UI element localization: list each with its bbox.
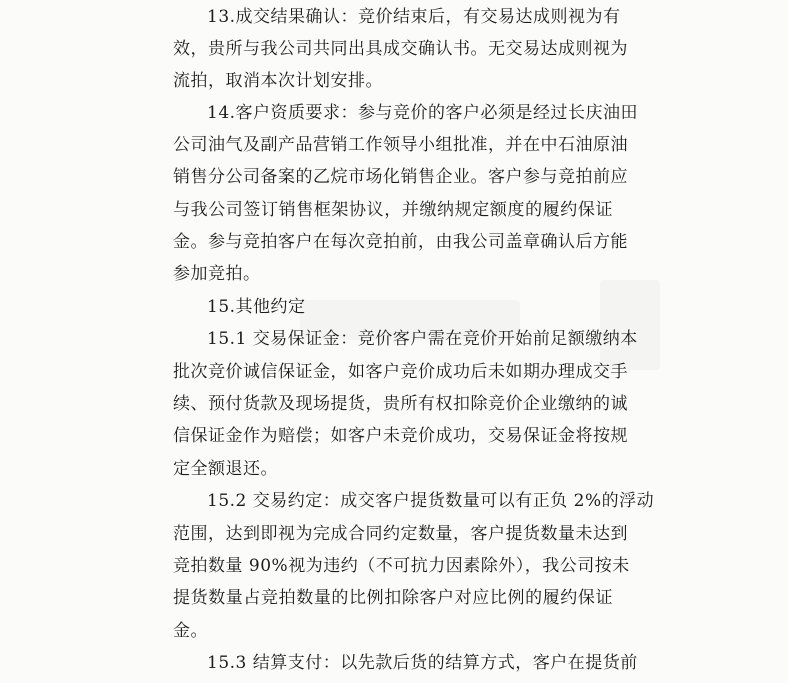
text-line: 15.2 交易约定：成交客户提货数量可以有正负 2%的浮动 [207, 491, 655, 511]
text-line: 13.成交结果确认：竞价结束后，有交易达成则视为有 [207, 7, 621, 27]
text-line: 竞拍数量 90%视为违约（不可抗力因素除外），我公司按未 [173, 556, 630, 576]
text-line: 续、预付货款及现场提货，贵所有权扣除竞价企业缴纳的诚 [173, 394, 628, 414]
text-line: 信保证金作为赔偿；如客户未竞价成功，交易保证金将按规 [173, 426, 628, 446]
section-heading: 15.其他约定 [207, 297, 306, 317]
text-line: 效，贵所与我公司共同出具成交确认书。无交易达成则视为 [173, 39, 628, 59]
text-line: 金。 [173, 621, 208, 641]
text-line: 参加竞拍。 [173, 264, 261, 284]
scan-artifact [600, 280, 660, 370]
text-line: 提货数量占竞拍数量的比例扣除客户对应比例的履约保证 [173, 588, 613, 608]
text-line: 15.3 结算支付：以先款后货的结算方式，客户在提货前 [207, 653, 638, 673]
text-line: 定全额退还。 [173, 459, 278, 479]
text-line: 批次竞价诚信保证金，如客户竞价成功后未如期办理成交手 [173, 362, 628, 382]
text-line: 与我公司签订销售框架协议，并缴纳规定额度的履约保证 [173, 200, 613, 220]
text-line: 范围，达到即视为完成合同约定数量，客户提货数量未达到 [173, 524, 628, 544]
text-line: 销售分公司备案的乙烷市场化销售企业。客户参与竞拍前应 [173, 167, 628, 187]
text-line: 14.客户资质要求：参与竞价的客户必须是经过长庆油田 [207, 103, 639, 123]
text-line: 金。参与竞拍客户在每次竞拍前，由我公司盖章确认后方能 [173, 232, 628, 252]
text-line: 流拍，取消本次计划安排。 [173, 71, 383, 91]
text-line: 公司油气及副产品营销工作领导小组批准，并在中石油原油 [173, 135, 628, 155]
text-line: 15.1 交易保证金：竞价客户需在竞价开始前足额缴纳本 [207, 329, 638, 349]
